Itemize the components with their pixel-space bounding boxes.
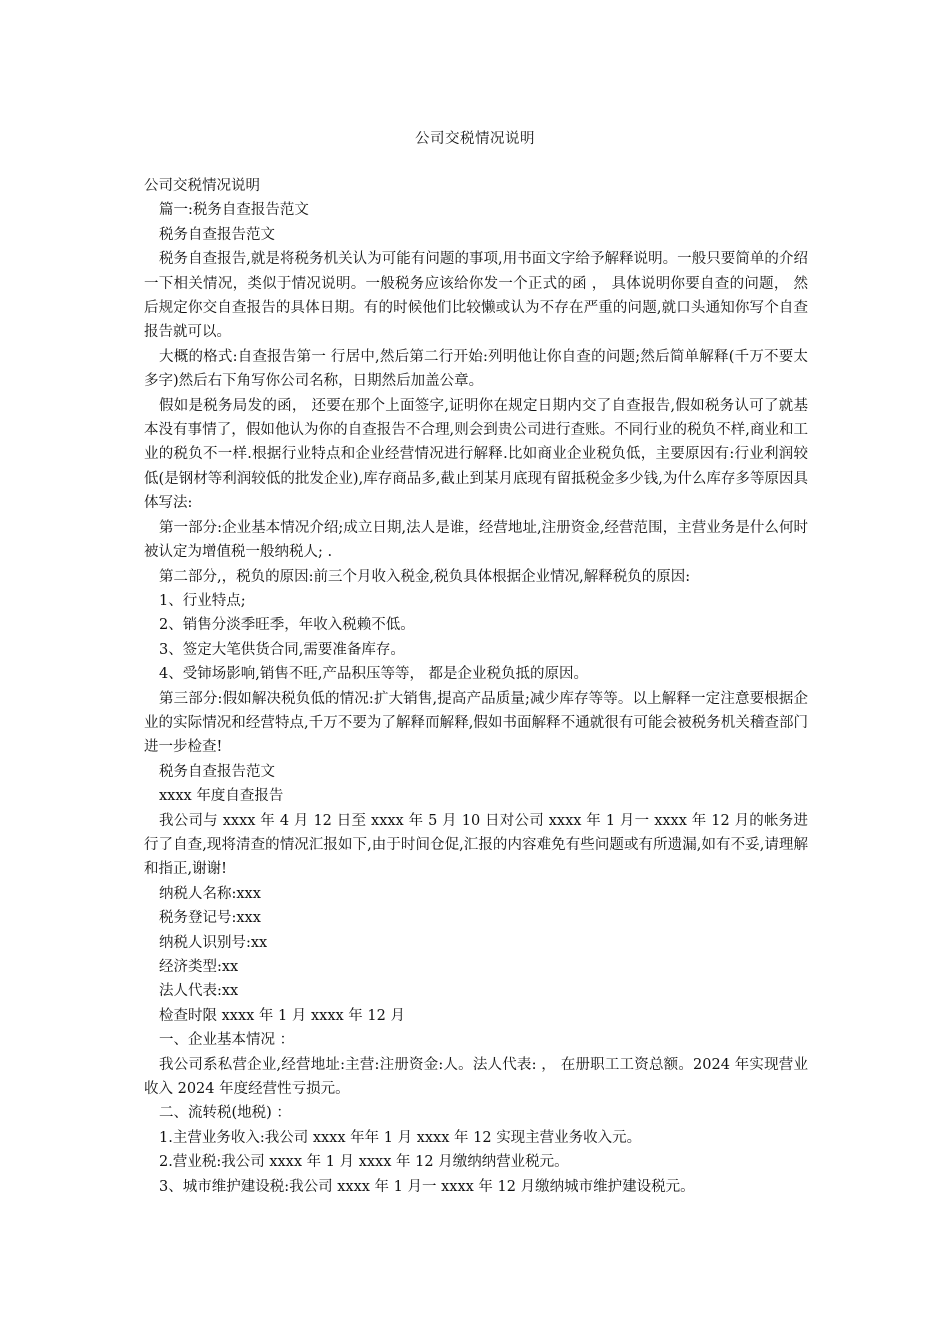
paragraph: 2.营业税:我公司 xxxx 年 1 月 xxxx 年 12 月缴纳纳营业税元。 <box>159 1154 569 1171</box>
paragraph: 公司交税情况说明 <box>144 178 260 194</box>
paragraph: 第二部分,，税负的原因:前三个月收入税金,税负具体根据企业情况,解释税负的原因: <box>159 568 691 585</box>
paragraph: 假如是税务局发的函， 还要在那个上面签字,证明你在规定日期内交了自查报告,假如税务认可了就基本没有事情了，假如他认为你的自查报告不合理,则会到贵公司进行查账。不同行业的税负不样,商业和工业的税负不一样.根据行业特点和企业经营情况进行解释.比如商业企业税负低，主要原因有:行业利润较低(是钢材等利润较低的批发企业),库存商品多,截止到某月底现有留抵税金多少钱,为什么库存多等原因具体写法: <box>144 397 808 512</box>
document-body <box>144 174 808 1199</box>
paragraph: 税务自查报告,就是将税务机关认为可能有问题的事项,用书面文字给予解释说明。一般只要简单的介绍一下相关情况，类似于情况说明。一般税务应该给你发一个正式的函 ， 具体说明你要自查的问题， 然后规定你交自查报告的具体日期。有的时候他们比较懒或认为不存在严重的问题,就口头通知你写个自查报告就可以。 <box>144 251 808 341</box>
paragraph: 纳税人识别号:xx <box>159 934 268 951</box>
paragraph: 我公司与 xxxx 年 4 月 12 日至 xxxx 年 5 月 10 日对公司 xxxx 年 1 月一 xxxx 年 12 月的帐务进行了自查,现将清查的情况汇报如下,由于时间仓促,汇报的内容难免有些问题或有所遗漏,如有不妥,请理解和指正,谢谢! <box>144 812 808 878</box>
paragraph: 税务登记号:xxx <box>159 910 261 927</box>
paragraph: xxxx 年度自查报告 <box>159 788 284 805</box>
paragraph: 篇一:税务自查报告范文 <box>159 202 309 219</box>
paragraph: 大概的格式:自查报告第一 行居中,然后第二行开始:列明他让你自查的问题;然后简单解释(千万不要太多字)然后右下角写你公司名称，日期然后加盖公章。 <box>144 348 808 390</box>
paragraph: 第三部分:假如解决税负低的情况:扩大销售,提高产品质量;减少库存等等。以上解释一定注意要根据企业的实际情况和经营特点,千万不要为了解释而解释,假如书面解释不通就很有可能会被税务机关稽查部门进一步检查! <box>144 690 808 756</box>
paragraph: 1.主营业务收入:我公司 xxxx 年年 1 月 xxxx 年 12 实现主营业务收入元。 <box>159 1129 642 1146</box>
paragraph: 我公司系私营企业,经营地址:主营:注册资金:人。法人代表: ， 在册职工工资总额。2024 年实现营业收入 2024 年度经营性亏损元。 <box>144 1056 808 1098</box>
paragraph: 纳税人名称:xxx <box>159 885 261 902</box>
paragraph: 税务自查报告范文 <box>159 763 275 780</box>
paragraph: 3、签定大笔供货合同,需要准备库存。 <box>159 641 405 658</box>
paragraph: 检查时限 xxxx 年 1 月 xxxx 年 12 月 <box>159 1007 405 1024</box>
paragraph: 2、销售分淡季旺季，年收入税赖不低。 <box>159 617 415 634</box>
paragraph: 第一部分:企业基本情况介绍;成立日期,法人是谁，经营地址,注册资金,经营范围，主营业务是什么何时被认定为增值税一般纳税人; . <box>144 519 808 561</box>
paragraph: 4、受铈场影响,销售不旺,产品积压等等， 都是企业税负抵的原因。 <box>159 666 589 683</box>
page-title: 公司交税情况说明 <box>415 131 535 147</box>
paragraph: 3、城市维护建设税:我公司 xxxx 年 1 月一 xxxx 年 12 月缴纳城市维护建设税元。 <box>159 1178 695 1195</box>
paragraph: 一、企业基本情况 ： <box>159 1032 295 1049</box>
paragraph: 税务自查报告范文 <box>159 226 275 243</box>
paragraph: 1、行业特点; <box>159 592 246 609</box>
paragraph: 经济类型:xx <box>159 959 239 975</box>
paragraph: 法人代表:xx <box>159 983 239 1000</box>
paragraph: 二、流转税(地税) ： <box>159 1105 291 1122</box>
